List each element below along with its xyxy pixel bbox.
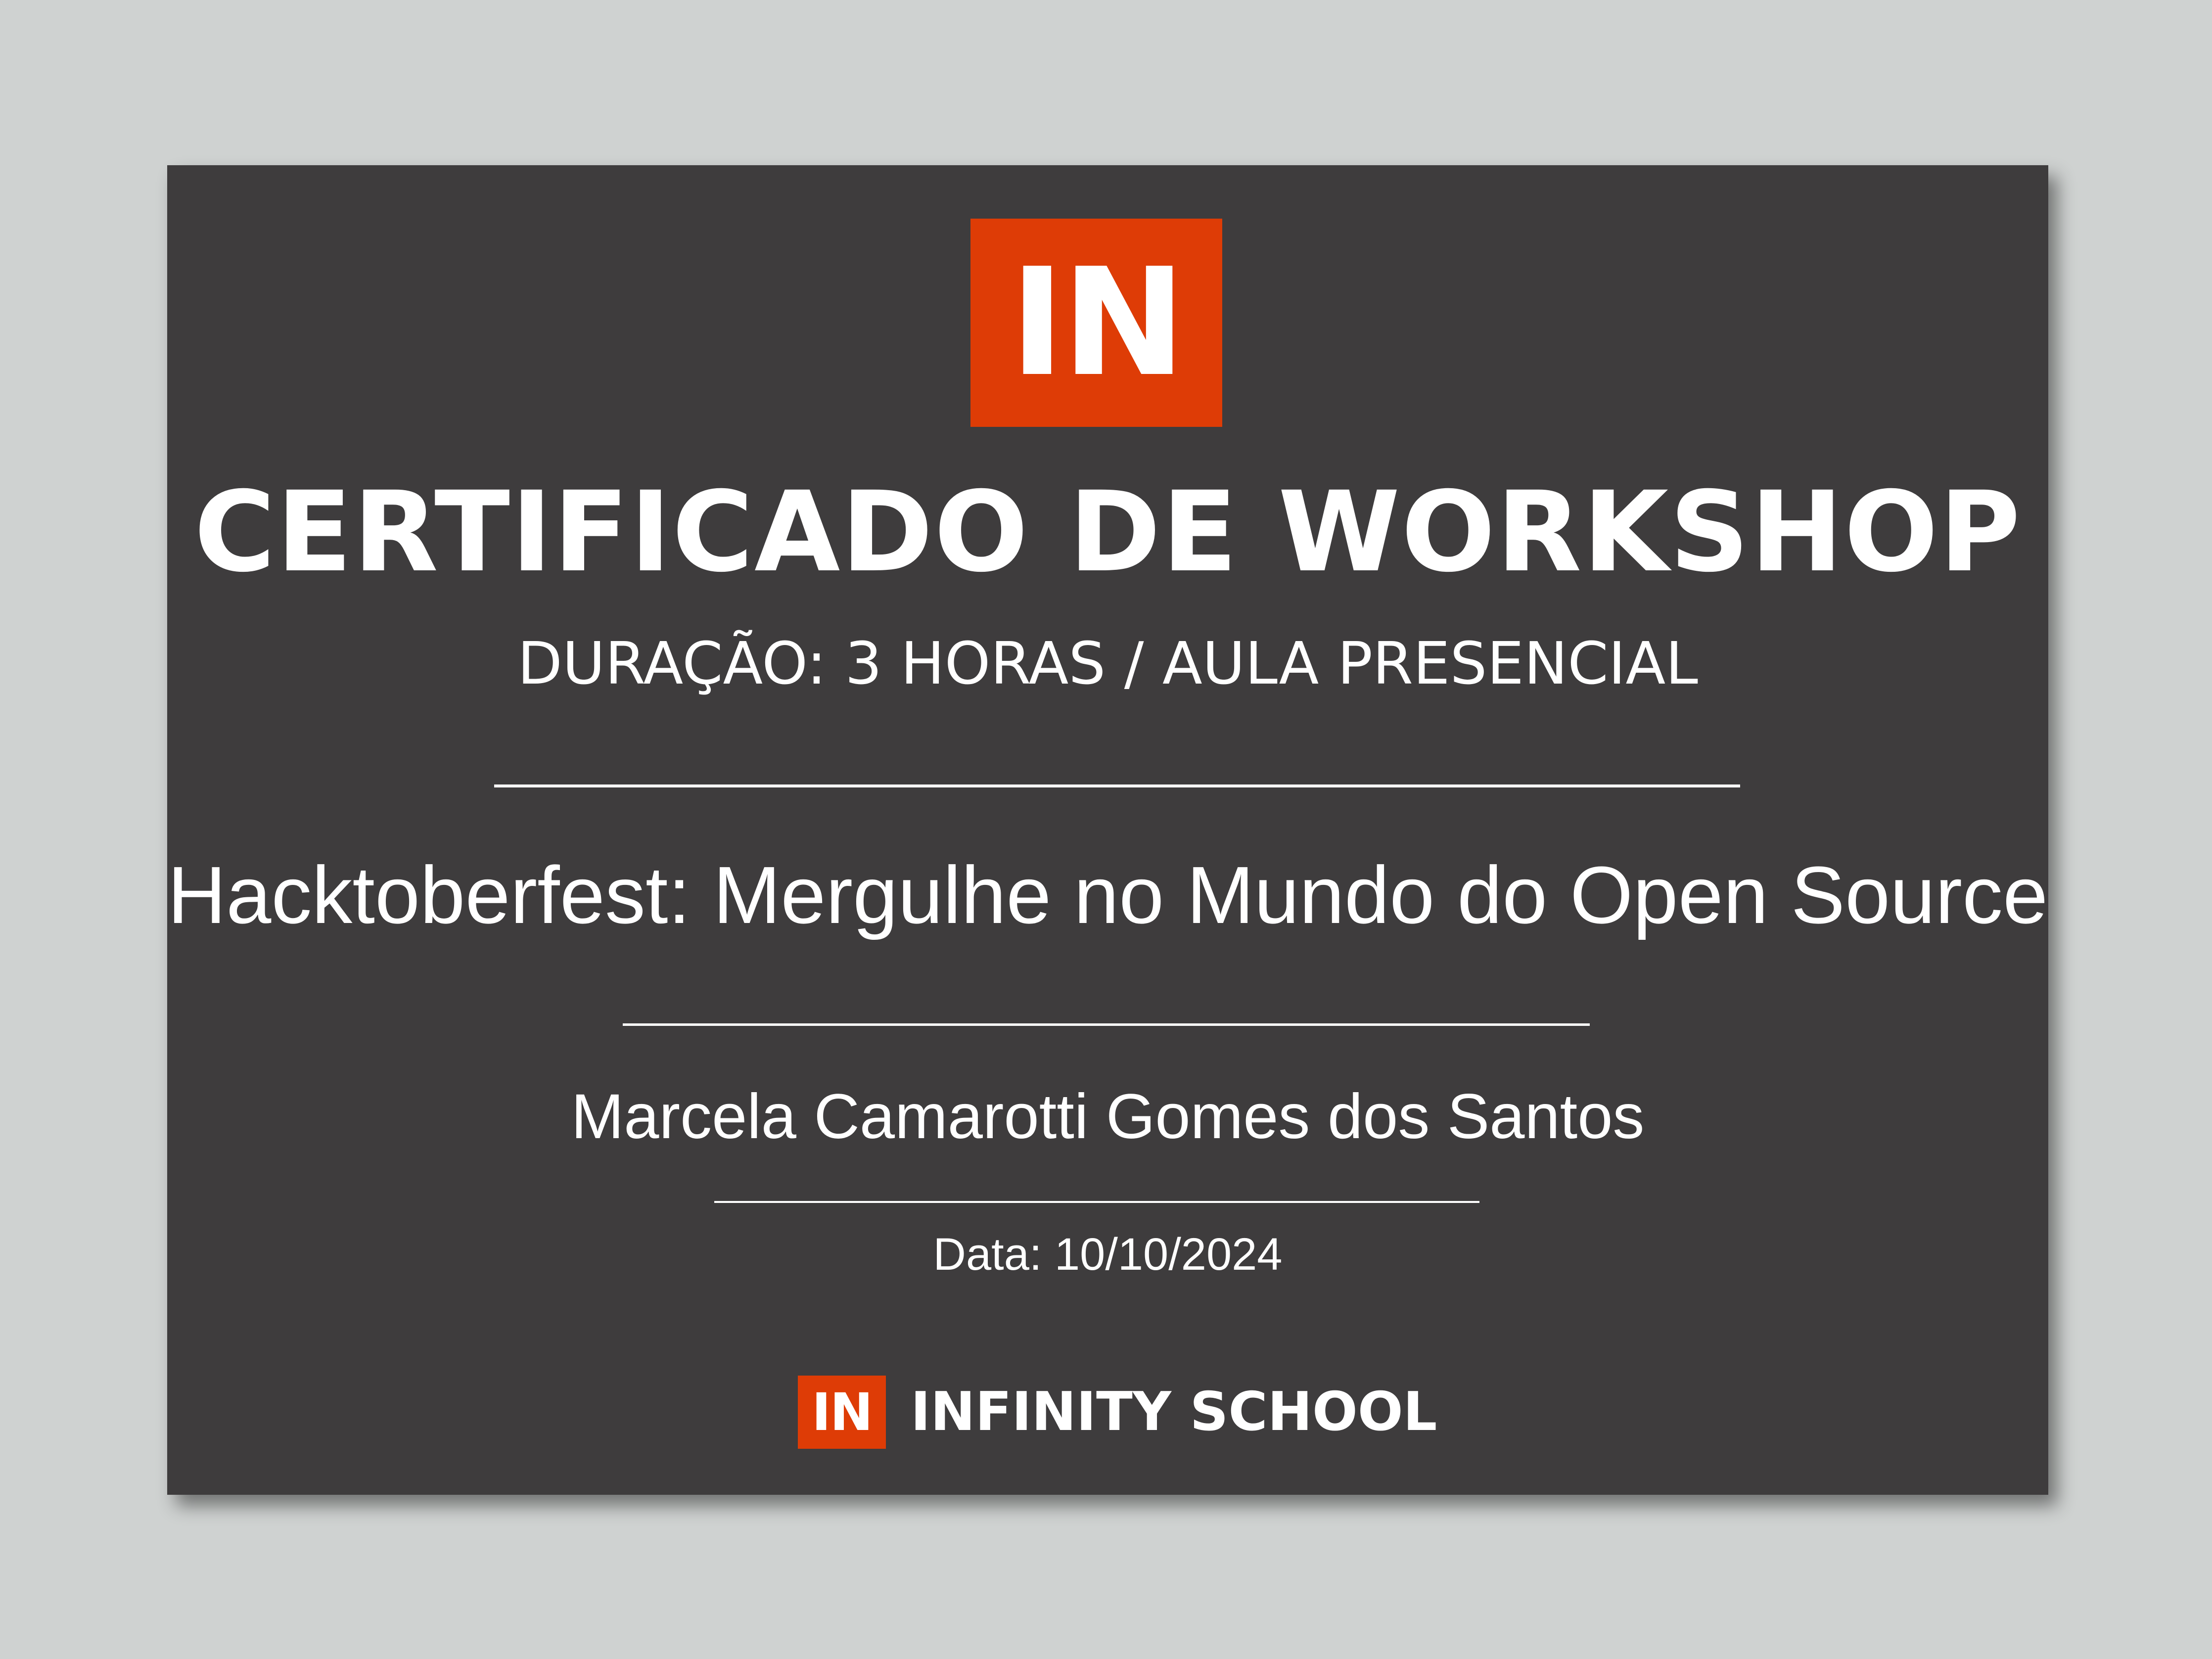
workshop-name: Hacktoberfest: Mergulhe no Mundo do Open Source	[167, 850, 2048, 940]
divider-bottom	[714, 1201, 1479, 1203]
certificate-date: Data: 10/10/2024	[933, 1229, 1283, 1280]
brand-name: INFINITY SCHOOL	[911, 1381, 1437, 1443]
footer-brand	[798, 1376, 1437, 1449]
divider-middle	[623, 1023, 1590, 1026]
participant-name: Marcela Camarotti Gomes dos Santos	[571, 1081, 1645, 1152]
certificate-title: CERTIFICADO DE WORKSHOP	[194, 467, 2022, 597]
in-logo: IN	[970, 219, 1222, 427]
certificate-subtitle: DURAÇÃO: 3 HORAS / AULA PRESENCIAL	[517, 629, 1698, 697]
divider-top	[494, 784, 1740, 787]
in-logo-small: IN	[798, 1376, 886, 1449]
certificate-card	[167, 165, 2048, 1495]
